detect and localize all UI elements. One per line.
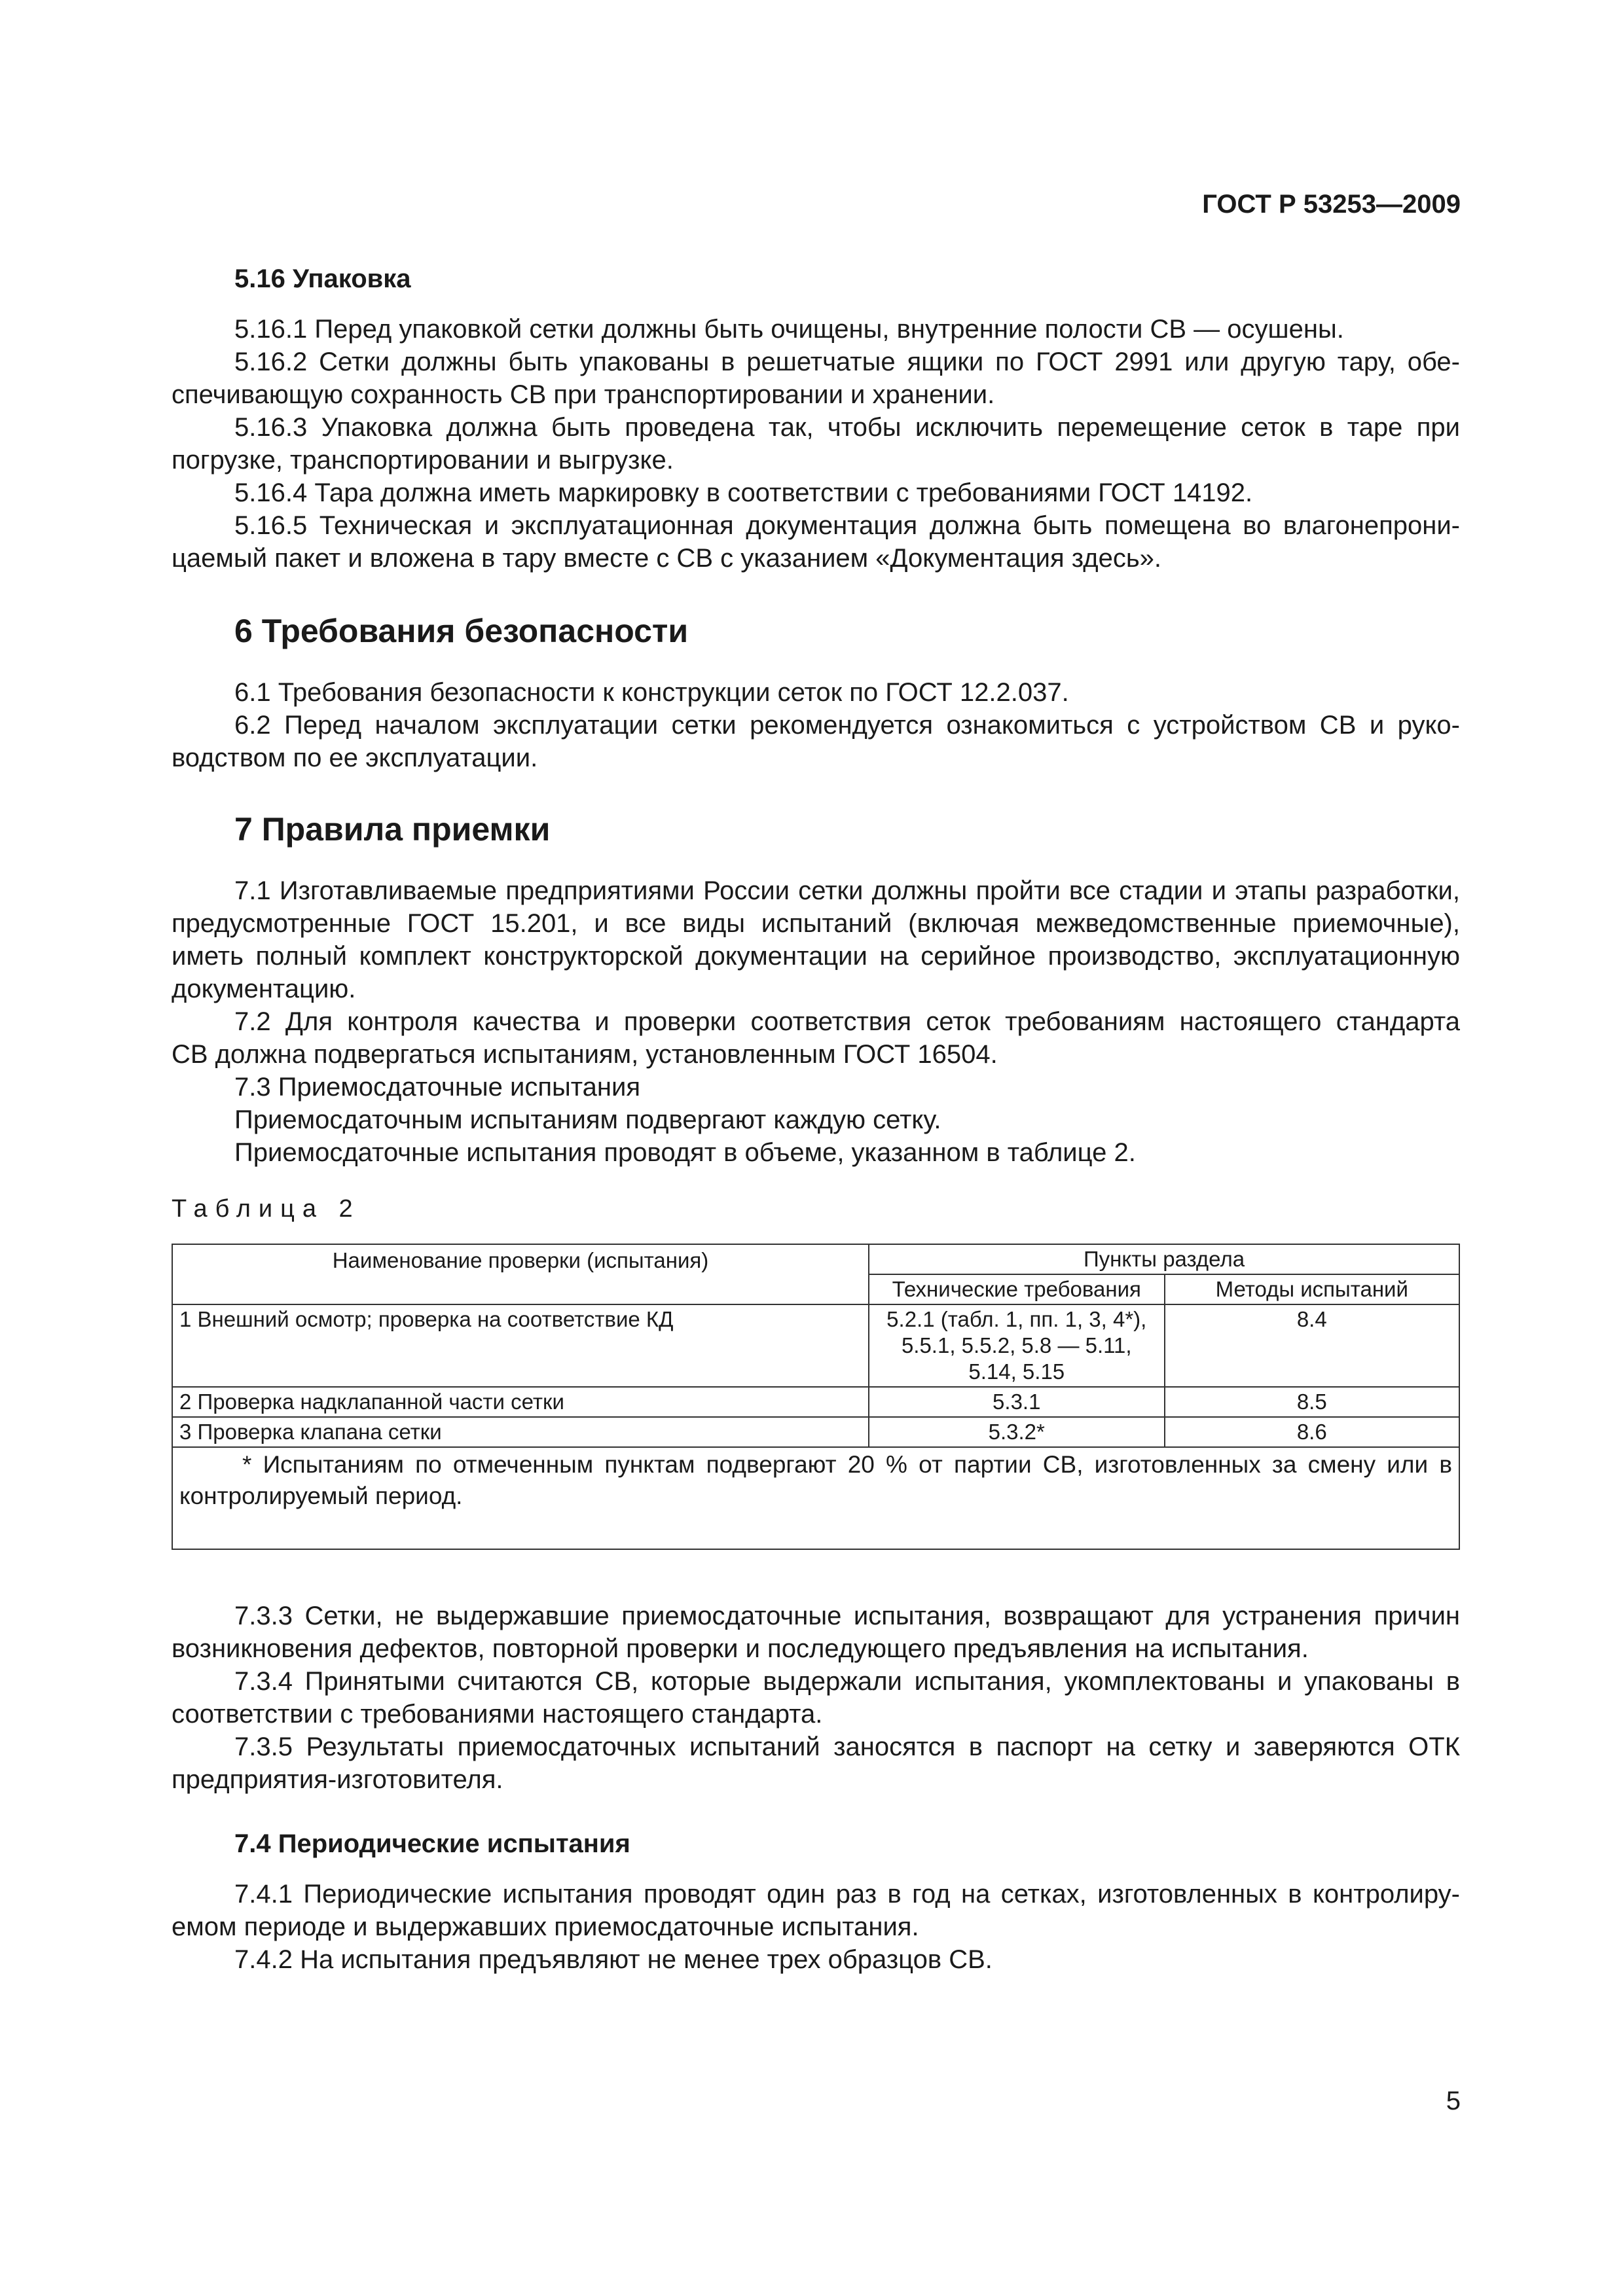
para-7-1-line2: предусмотренные ГОСТ 15.201, и все виды испытаний (включая межведомственные приемочные), (172, 909, 1460, 938)
table-caption: Таблица 2 (172, 1195, 361, 1223)
para-7-3-4-line2: соответствии с требованиями настоящего стандарта. (172, 1700, 823, 1729)
para-7-3-4-line1: 7.3.4 Принятыми считаются СВ, которые выдержали испытания, укомплектованы и упакованы в (234, 1667, 1460, 1696)
row-tech: 5.3.2* (869, 1417, 1165, 1447)
para-7-2-line2: СВ должна подвергаться испытаниям, установленным ГОСТ 16504. (172, 1040, 998, 1069)
table-row (172, 1304, 1459, 1387)
page-number: 5 (1446, 2087, 1461, 2115)
para-5-16-5-line1: 5.16.5 Техническая и эксплуатационная документация должна быть помещена во влагонепрони- (234, 511, 1460, 540)
section-5-16-title: 5.16 Упаковка (234, 264, 411, 293)
para-7-3-3-line2: возникновения дефектов, повторной проверки и последующего предъявления на испытания. (172, 1634, 1309, 1663)
row-name: 3 Проверка клапана сетки (172, 1417, 869, 1447)
row-name: 2 Проверка надклапанной части сетки (172, 1387, 869, 1417)
section-6-title: 6 Требования безопасности (234, 613, 689, 649)
para-7-1-line1: 7.1 Изготавливаемые предприятиями России сетки должны пройти все стадии и этапы разработки, (234, 876, 1460, 905)
table-note-row (172, 1447, 1459, 1549)
header-section-items: Пункты раздела (869, 1244, 1459, 1274)
row-tech: 5.3.1 (869, 1387, 1165, 1417)
para-7-3-5-line1: 7.3.5 Результаты приемосдаточных испытаний заносятся в паспорт на сетку и заверяются ОТК (234, 1732, 1460, 1761)
para-5-16-4: 5.16.4 Тара должна иметь маркировку в соответствии с требованиями ГОСТ 14192. (234, 478, 1253, 507)
para-5-16-2-line2: спечивающую сохранность СВ при транспортировании и хранении. (172, 380, 995, 409)
para-7-3-5-line2: предприятия-изготовителя. (172, 1765, 503, 1794)
para-7-3-3-line1: 7.3.3 Сетки, не выдержавшие приемосдаточные испытания, возвращают для устранения причин (234, 1602, 1460, 1630)
row-method: 8.5 (1165, 1387, 1459, 1417)
table-row (172, 1417, 1459, 1447)
para-7-3-2: Приемосдаточные испытания проводят в объеме, указанном в таблице 2. (234, 1138, 1136, 1167)
section-7-title: 7 Правила приемки (234, 811, 551, 848)
section-7-4-title: 7.4 Периодические испытания (234, 1829, 630, 1858)
row-method: 8.4 (1165, 1304, 1459, 1387)
row-name: 1 Внешний осмотр; проверка на соответствие КД (172, 1304, 869, 1387)
acceptance-tests-table (172, 1244, 1460, 1550)
para-7-1-line3: иметь полный комплект конструкторской документации на серийное производство, эксплуатационную (172, 942, 1460, 971)
para-5-16-5-line2: цаемый пакет и вложена в тару вместе с СВ с указанием «Документация здесь». (172, 544, 1162, 573)
para-6-1: 6.1 Требования безопасности к конструкции сеток по ГОСТ 12.2.037. (234, 678, 1069, 707)
para-5-16-2-line1: 5.16.2 Сетки должны быть упакованы в решетчатые ящики по ГОСТ 2991 или другую тару, обе- (234, 348, 1460, 376)
para-6-2-line1: 6.2 Перед началом эксплуатации сетки рекомендуется ознакомиться с устройством СВ и руко- (234, 711, 1460, 740)
table-footnote: * Испытаниям по отмеченным пунктам подвергают 20 % от партии СВ, изготовленных за смену или в контролируемый период. (172, 1447, 1459, 1549)
para-7-3-1: Приемосдаточным испытаниям подвергают каждую сетку. (234, 1105, 941, 1134)
para-7-1-line4: документацию. (172, 975, 356, 1003)
para-7-4-1-line2: емом периоде и выдержавших приемосдаточные испытания. (172, 1912, 919, 1941)
table-header-row (172, 1244, 1459, 1274)
para-7-4-2: 7.4.2 На испытания предъявляют не менее трех образцов СВ. (234, 1945, 993, 1974)
document-code-header: ГОСТ Р 53253—2009 (1202, 190, 1461, 219)
para-5-16-1: 5.16.1 Перед упаковкой сетки должны быть очищены, внутренние полости СВ — осушены. (234, 315, 1344, 344)
table-row (172, 1387, 1459, 1417)
row-method: 8.6 (1165, 1417, 1459, 1447)
row-tech: 5.2.1 (табл. 1, пп. 1, 3, 4*), 5.5.1, 5.5.2, 5.8 — 5.11, 5.14, 5.15 (869, 1304, 1165, 1387)
header-tech-requirements: Технические требования (869, 1274, 1165, 1304)
para-6-2-line2: водством по ее эксплуатации. (172, 744, 538, 772)
para-5-16-3-line2: погрузке, транспортировании и выгрузке. (172, 446, 674, 475)
para-7-3: 7.3 Приемосдаточные испытания (234, 1073, 640, 1102)
para-7-4-1-line1: 7.4.1 Периодические испытания проводят один раз в год на сетках, изготовленных в контролиру- (234, 1880, 1460, 1909)
para-7-2-line1: 7.2 Для контроля качества и проверки соответствия сеток требованиям настоящего стандарта (234, 1007, 1460, 1036)
header-check-name: Наименование проверки (испытания) (172, 1244, 869, 1304)
para-5-16-3-line1: 5.16.3 Упаковка должна быть проведена так, чтобы исключить перемещение сеток в таре при (234, 413, 1460, 442)
header-test-methods: Методы испытаний (1165, 1274, 1459, 1304)
